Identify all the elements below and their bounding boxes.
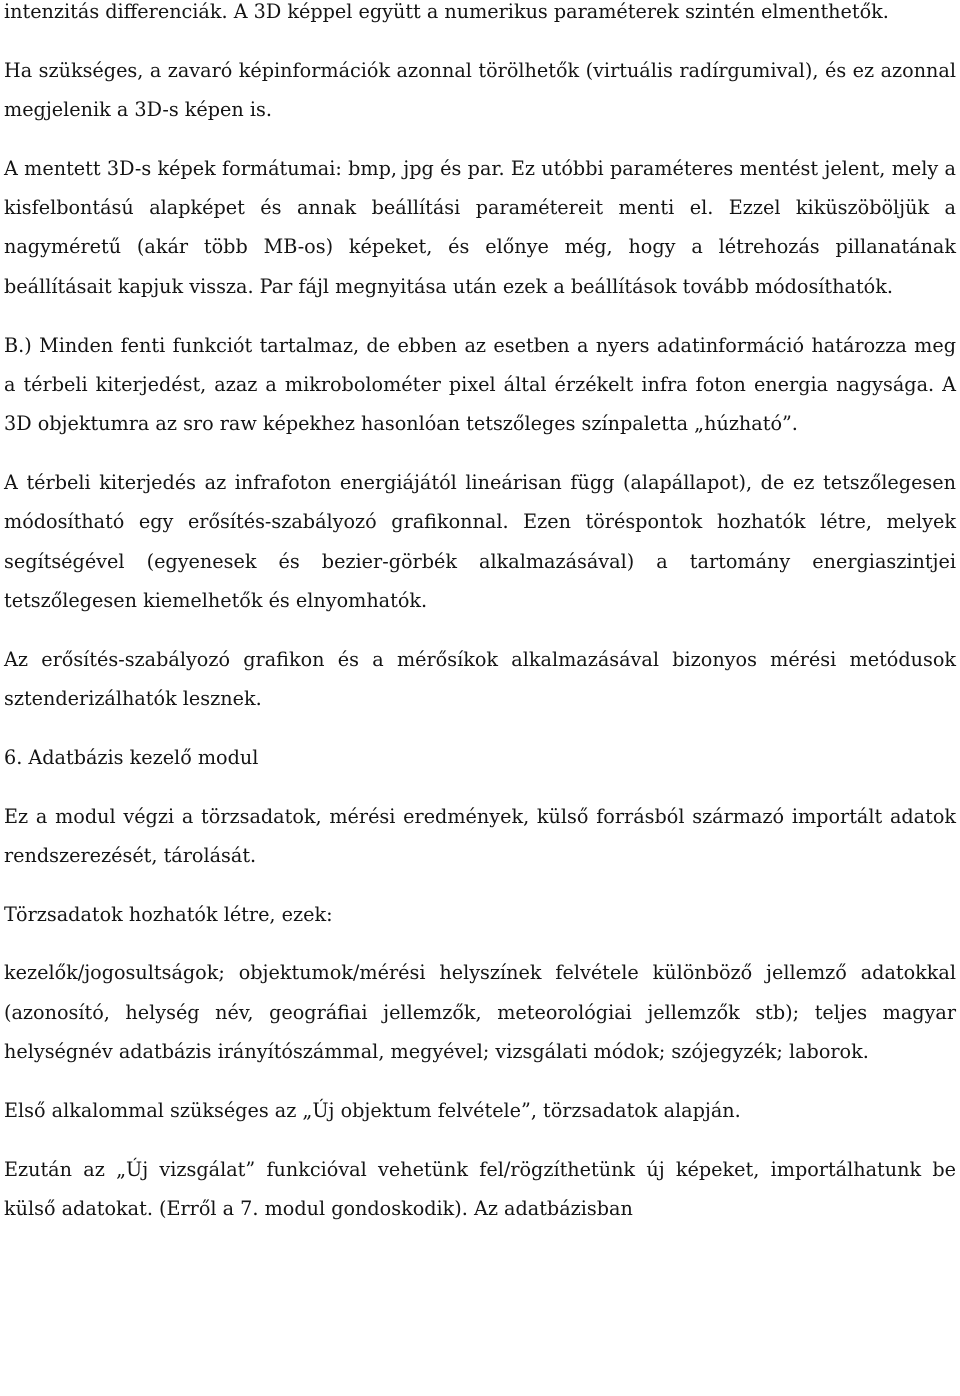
paragraph-save-formats: A mentett 3D-s képek formátumai: bmp, jpg és par. Ez utóbbi paraméteres mentést jelent, mely a kisfelbontású alapképet és annak beállítási paramétereit menti el. Ezzel kiküszöböljük a nagyméretű (akár több MB-os) képeket, és előnye még, hogy a létrehozás pillanatának beállításait kapjuk vissza. Par fájl megnyitása után ezek a beállítások tovább módosíthatók. bbox=[4, 156, 956, 298]
section-heading-database-module: 6. Adatbázis kezelő modul bbox=[4, 745, 259, 769]
paragraph-raw-data-mode: B.) Minden fenti funkciót tartalmaz, de ebben az esetben a nyers adatinformáció határozza meg a térbeli kiterjedést, azaz a mikrobolométer pixel által érzékelt infra foton energia nagysága. A 3D objektumra az sro raw képekhez hasonlóan tetszőleges színpaletta „húzható”. bbox=[4, 333, 956, 436]
document-page bbox=[4, 0, 956, 1248]
paragraph-spatial-extent: A térbeli kiterjedés az infrafoton energiájától lineárisan függ (alapállapot), de ez tetszőlegesen módosítható egy erősítés-szabályozó grafikonnal. Ezen töréspontok hozhatók létre, melyek segítségével (egyenesek és bezier-görbék alkalmazásával) a tartomány energiaszintjei tetszőlegesen kiemelhetők és elnyomhatók. bbox=[4, 470, 956, 612]
paragraph-master-data-intro: Törzsadatok hozhatók létre, ezek: bbox=[4, 902, 333, 926]
paragraph-master-data-list: kezelők/jogosultságok; objektumok/mérési helyszínek felvétele különböző jellemző adatokkal (azonosító, helység név, geográfiai jellemzők, meteorológiai jellemzők stb); teljes magyar helységnév adatbázis irányítószámmal, megyével; vizsgálati módok; szójegyzék; laborok. bbox=[4, 961, 956, 1064]
paragraph-3d-numeric-save: intenzitás differenciák. A 3D képpel együtt a numerikus paraméterek szintén elmenthetők. bbox=[4, 0, 889, 23]
paragraph-module-description: Ez a modul végzi a törzsadatok, mérési eredmények, külső forrásból származó importált adatok rendszerezését, tárolását. bbox=[4, 804, 956, 867]
paragraph-standardization: Az erősítés-szabályozó grafikon és a mérősíkok alkalmazásával bizonyos mérési metódusok sztenderizálhatók lesznek. bbox=[4, 647, 956, 710]
paragraph-new-inspection: Ezután az „Új vizsgálat” funkcióval vehetünk fel/rögzíthetünk új képeket, importálhatunk be külső adatokat. (Erről a 7. modul gondoskodik). Az adatbázisban bbox=[4, 1157, 956, 1220]
paragraph-eraser: Ha szükséges, a zavaró képinformációk azonnal törölhetők (virtuális radírgumival), és ez azonnal megjelenik a 3D-s képen is. bbox=[4, 58, 956, 122]
paragraph-first-use: Első alkalommal szükséges az „Új objektum felvétele”, törzsadatok alapján. bbox=[4, 1098, 741, 1122]
